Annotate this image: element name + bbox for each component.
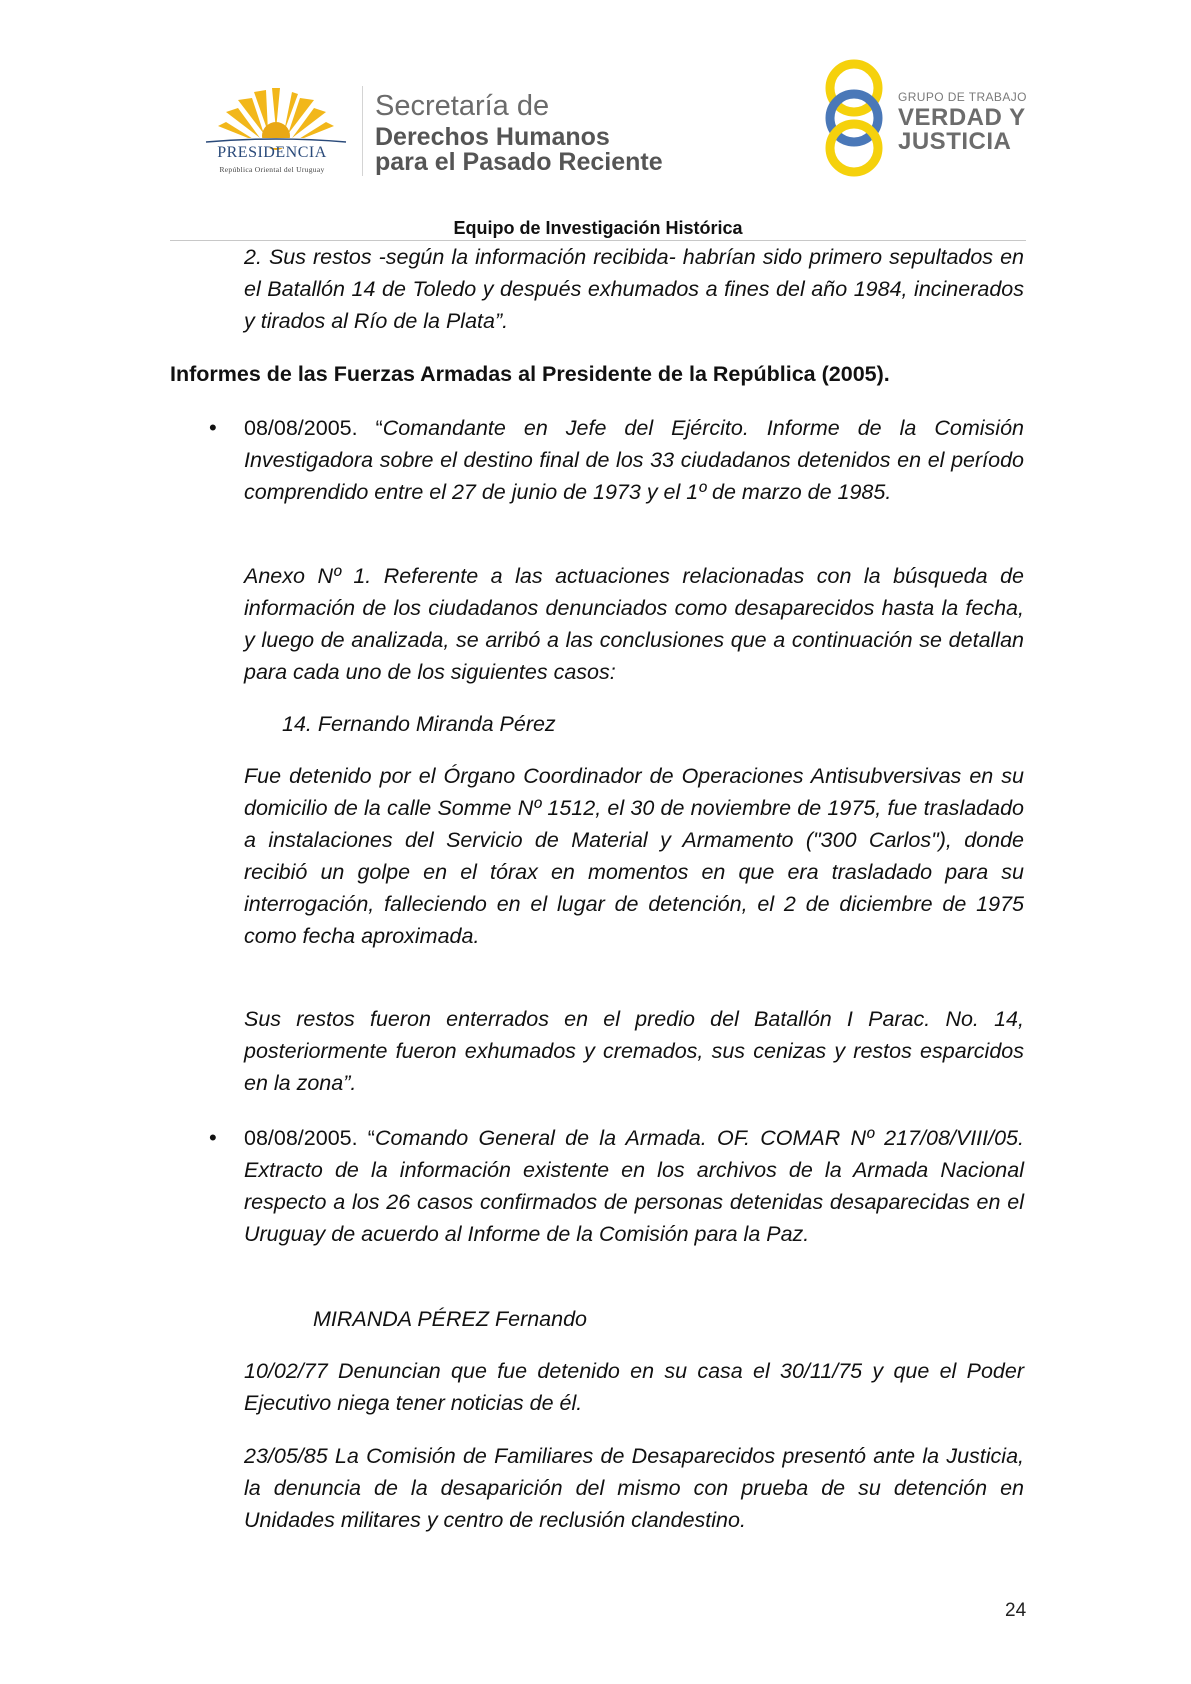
ring-bottom — [830, 124, 878, 172]
verdad-justicia-rings-logo — [818, 56, 898, 180]
page-number: 24 — [1005, 1600, 1027, 1621]
navy-record-name: MIRANDA PÉREZ Fernando — [313, 1307, 588, 1331]
secretaria-line-2: Derechos Humanos — [375, 123, 610, 151]
secretaria-line-3: para el Pasado Reciente — [375, 148, 663, 176]
case-title: 14. Fernando Miranda Pérez — [282, 712, 556, 736]
navy-record-entry: 23/05/85 La Comisión de Familiares de Desaparecidos presentó ante la Justicia, la denuncia de la desaparición del mismo con prueba de su detención en Unidades militares y centro de reclusión clandestino. — [244, 1444, 1024, 1532]
remains-paragraph: Sus restos fueron enterrados en el predio del Batallón I Parac. No. 14, posteriormente fueron exhumados y cremados, sus cenizas y restos esparcidos en la zona”. — [244, 1007, 1024, 1095]
header-logo-divider — [362, 86, 363, 176]
presidencia-subtitle: República Oriental del Uruguay — [219, 165, 325, 174]
grupo-line-3: JUSTICIA — [898, 128, 1012, 155]
detention-paragraph: Fue detenido por el Órgano Coordinador de Operaciones Antisubversivas en su domicilio de la calle Somme Nº 1512, el 30 de noviembre de 1975, fue trasladado a instalaciones del Servicio de Material y Armamento ("300 Carlos"), donde recibió un golpe en el tórax en momentos en que era trasladado para su interrogación, falleciendo en el lugar de detención, el 2 de diciembre de 1975 como fecha aproximada. — [244, 764, 1024, 948]
report-date: 08/08/2005. “ — [244, 416, 383, 440]
report-description: Comando General de la Armada. OF. COMAR Nº 217/08/VIII/05. Extracto de la información existente en los archivos de la Armada Nacional respecto a los 26 casos confirmados de personas detenidas desaparecidas en el Uruguay de acuerdo al Informe de la Comisión para la Paz. — [244, 1126, 1024, 1246]
report-description: Comandante en Jefe del Ejército. Informe de la Comisión Investigadora sobre el destino final de los 33 ciudadanos detenidos en el período comprendido entre el 27 de junio de 1973 y el 1º de marzo de 1985. — [244, 416, 1024, 504]
presidencia-sun-logo — [196, 78, 356, 178]
annex-paragraph: Anexo Nº 1. Referente a las actuaciones relacionadas con la búsqueda de información de los ciudadanos denunciados como desaparecidos hasta la fecha, y luego de analizada, se arribó a las conclusiones que a continuación se detallan para cada uno de los siguientes casos: — [244, 564, 1024, 684]
presidencia-title: PRESIDENCIA — [217, 144, 327, 161]
team-label: Equipo de Investigación Histórica — [453, 218, 743, 238]
secretaria-line-1: Secretaría de — [375, 90, 550, 122]
restos-paragraph: 2. Sus restos -según la información recibida- habrían sido primero sepultados en el Batallón 14 de Toledo y después exhumados a fines del año 1984, incinerados y tirados al Río de la Plata”. — [244, 245, 1024, 333]
bullet-marker: • — [209, 415, 217, 440]
grupo-line-1: GRUPO DE TRABAJO — [898, 90, 1027, 104]
report-date: 08/08/2005. “ — [244, 1126, 375, 1150]
grupo-line-2: VERDAD Y — [898, 104, 1026, 131]
bullet-marker: • — [209, 1125, 217, 1150]
section-heading: Informes de las Fuerzas Armadas al Presidente de la República (2005). — [170, 362, 890, 386]
army-report-paragraph — [244, 412, 1024, 508]
navy-report-paragraph — [244, 1122, 1024, 1250]
navy-record-entry: 10/02/77 Denuncian que fue detenido en su casa el 30/11/75 y que el Poder Ejecutivo niega tener noticias de él. — [244, 1359, 1024, 1415]
